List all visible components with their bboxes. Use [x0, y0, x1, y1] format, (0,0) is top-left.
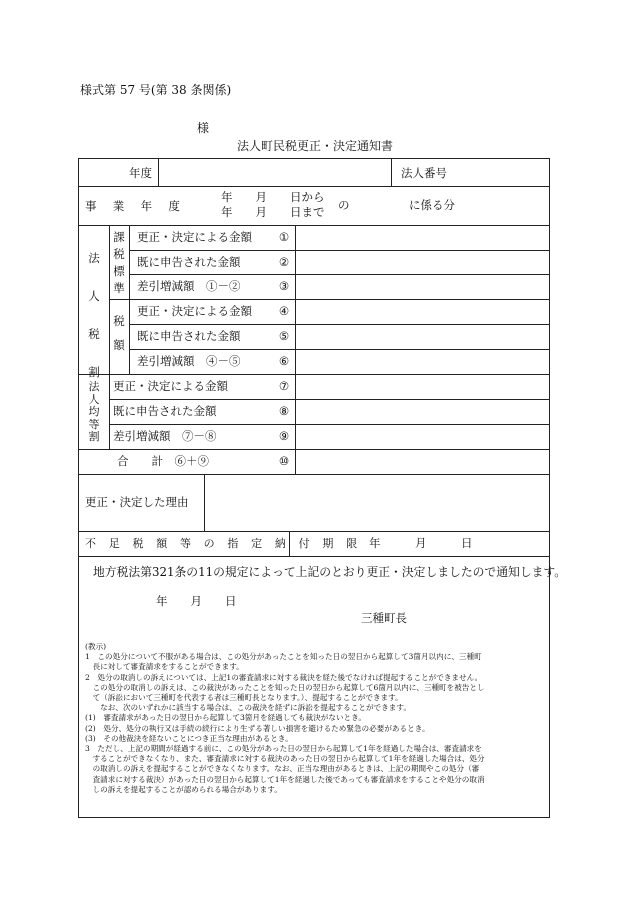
- amount-row-number: ①: [278, 230, 290, 244]
- issuer-name: 三種町長: [361, 611, 407, 625]
- amount-row-label: 既に申告された金額: [137, 329, 241, 343]
- row-divider: [79, 474, 549, 475]
- kintouwari-label: 法人均等割: [88, 380, 100, 443]
- col-divider: [295, 225, 296, 474]
- instruction-line: 査請求に対する裁決）があった日の翌日から起算して1年を経過した後であっても審査請求をすることや処分の取消: [85, 774, 485, 784]
- instruction-line: の取消しの訴えを提起することができなくなります。なお、正当な理由があるときは、上記の期間やこの処分（審: [85, 764, 480, 774]
- amount-row-label: 差引増減額 ⑦－⑧: [113, 429, 217, 443]
- col-divider: [129, 225, 130, 374]
- form-number: 様式第 57 号(第 38 条関係): [80, 83, 232, 97]
- amount-row-label: 既に申告された金額: [137, 255, 241, 269]
- amount-row-number: ⑤: [278, 329, 290, 343]
- col-divider: [158, 159, 159, 186]
- instruction-line: (3) その他裁決を経ないことにつき正当な理由があるとき。: [85, 733, 293, 743]
- reason-label: 更正・決定した理由: [85, 495, 189, 509]
- row-divider: [79, 374, 549, 375]
- instruction-line: この処分の取消しの訴えは、この裁決があったことを知った日の翌日から起算して6箇月以内に、三種町を被告とし: [85, 682, 485, 692]
- amount-row-number: ③: [278, 279, 290, 293]
- row-divider: [79, 225, 549, 226]
- amount-row-label: 更正・決定による金額: [137, 304, 252, 318]
- fiscal-year-label: 年度: [129, 166, 152, 180]
- row-divider: [129, 349, 549, 350]
- row-divider: [109, 399, 549, 400]
- amount-row-number: ⑦: [278, 379, 290, 393]
- deadline-label: 不 足 税 額 等 の 指 定 納 付 期 限: [85, 537, 362, 550]
- row-divider: [79, 531, 549, 532]
- amount-row-label: 更正・決定による金額: [113, 379, 228, 393]
- amount-row-label: 既に申告された金額: [113, 404, 217, 418]
- instruction-line: (2) 処分、処分の執行又は手続の続行により生ずる著しい損害を避けるため緊急の必要があるとき。: [85, 723, 430, 733]
- notice-statement: 地方税法第321条の11の規定によって上記のとおり更正・決定しましたので通知します。: [93, 565, 567, 579]
- instruction-line: なお、次のいずれかに該当する場合は、この裁決を経ずに訴訟を提起することができます。: [85, 703, 411, 713]
- instruction-line: 1 この処分について不服がある場合は、この処分があったことを知った日の翌日から起算して3箇月以内に、三種町: [85, 652, 482, 662]
- total-label: 合 計 ⑥＋⑨: [117, 454, 209, 468]
- instruction-line: 長に対して審査請求をすることができます。: [85, 662, 244, 672]
- amount-row-label: 差引増減額 ①－②: [137, 279, 241, 293]
- addressee-suffix: 様: [197, 121, 210, 135]
- instruction-line: (1) 審査請求があった日の翌日から起算して3箇月を経過しても裁決がないとき。: [85, 713, 366, 723]
- row-divider: [109, 299, 549, 300]
- document-title: 法人町民税更正・決定通知書: [237, 139, 394, 153]
- instruction-line: しの訴えを提起することが認められる場合があります。: [85, 784, 282, 794]
- row-divider: [129, 274, 549, 275]
- instruction-line: (教示): [85, 642, 107, 651]
- deadline-date: 年 月 日: [369, 536, 473, 550]
- zeigaku-label: 税 額: [113, 314, 125, 352]
- amount-row-label: 差引増減額 ④－⑤: [137, 354, 241, 368]
- row-divider: [129, 250, 549, 251]
- houjin-zeiwari-label: 法 人 税 割: [88, 251, 100, 379]
- notice-form: [78, 158, 567, 818]
- row-divider: [79, 449, 549, 450]
- business-period-label: 事 業 年 度: [85, 199, 187, 213]
- appeal-instructions: [85, 642, 547, 795]
- amount-row-number: ④: [278, 304, 290, 318]
- instruction-line: て（訴訟において三種町を代表する者は三種町長となります。）、提起することができます。: [85, 693, 403, 703]
- amount-row-number: ⑧: [278, 404, 290, 418]
- period-to: 年 月 日まで: [221, 205, 325, 219]
- amount-row-number: ⑨: [278, 429, 290, 443]
- instruction-line: 3 ただし、上記の期間が経過する前に、この処分があった日の翌日から起算して1年を経過した場合は、審査請求を: [85, 744, 482, 754]
- row-divider: [79, 186, 549, 187]
- col-divider: [204, 474, 205, 531]
- instruction-line: することができなくなり、また、審査請求に対する裁決のあった日の翌日から起算して1年を経過した場合は、処分: [85, 754, 485, 764]
- total-number: ⑩: [278, 454, 290, 468]
- period-suffix: に係る分: [409, 198, 455, 212]
- row-divider: [129, 324, 549, 325]
- period-of: の: [338, 198, 350, 212]
- row-divider: [109, 424, 549, 425]
- period-from: 年 月 日から: [221, 190, 325, 204]
- col-divider: [391, 159, 392, 186]
- amount-row-label: 更正・決定による金額: [137, 230, 252, 244]
- row-divider: [79, 556, 549, 557]
- amount-row-number: ②: [278, 255, 290, 269]
- notice-date: 年 月 日: [156, 594, 237, 608]
- amount-row-number: ⑥: [278, 354, 290, 368]
- instruction-line: 2 処分の取消しの訴えについては、上記1の審査請求に対する裁決を経た後でなければ提起することができません。: [85, 672, 483, 682]
- kazei-hyoujun-label: 課 税 標 準: [113, 230, 125, 295]
- corp-number-label: 法人番号: [401, 166, 447, 180]
